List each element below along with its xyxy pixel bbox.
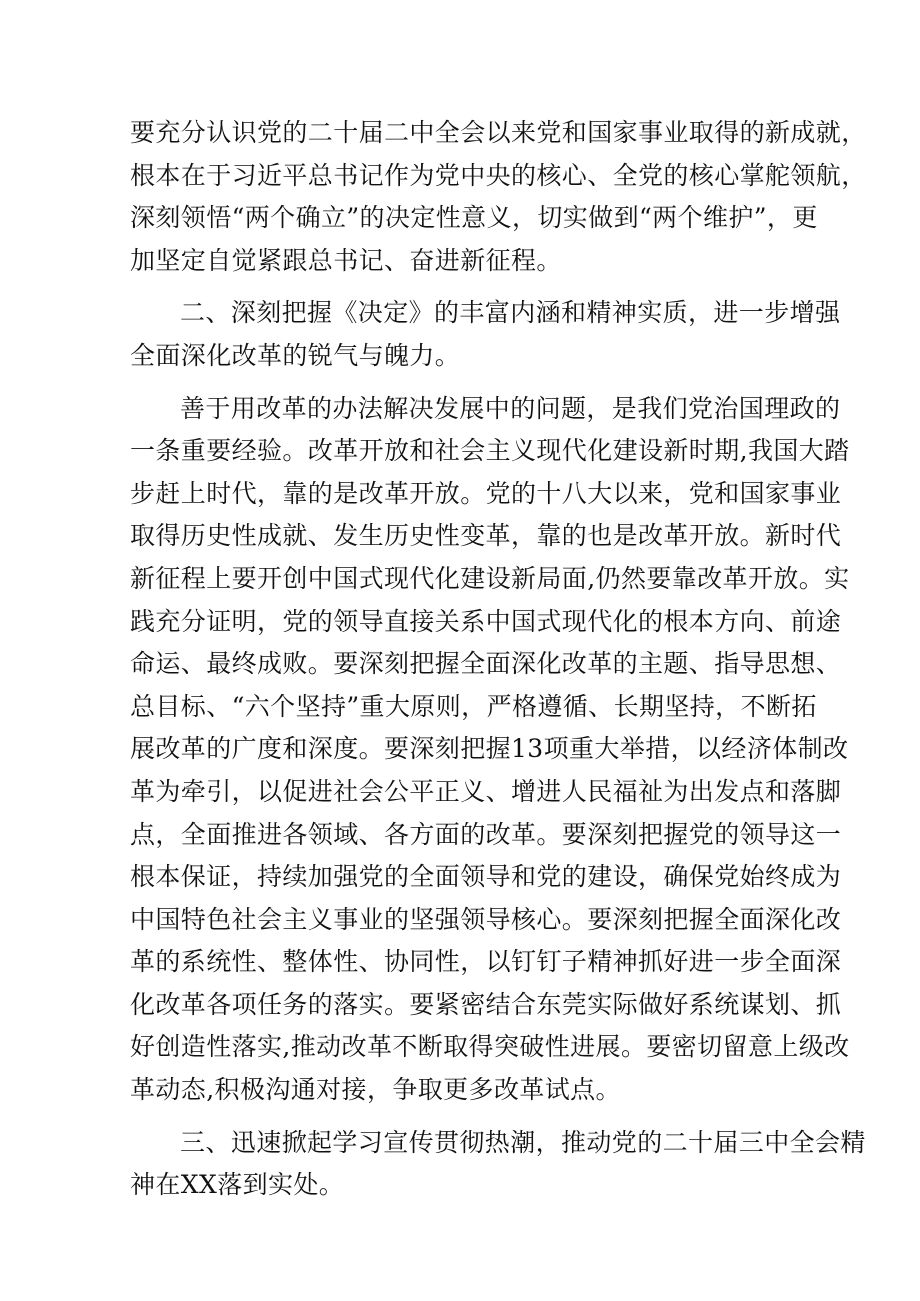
paragraph-spacer [130, 378, 800, 388]
text-line: 革的系统性、整体性、协同性，以钉钉子精神抓好进一步全面深 [130, 947, 842, 977]
text-line: 革动态,积极沟通对接，争取更多改革试点。 [130, 1075, 621, 1105]
section-heading-2 [130, 292, 841, 377]
text-line: 一条重要经验。改革开放和社会主义现代化建设新时期,我国大踏 [130, 436, 850, 466]
text-line: 取得历史性成就、发生历史性变革，靠的也是改革开放。新时代 [130, 521, 842, 551]
text-line: 化改革各项任务的落实。要紧密结合东莞实际做好系统谋划、抓 [130, 989, 842, 1019]
text-line: 三、迅速掀起学习宣传贯彻热潮，推动党的二十届三中全会精 [180, 1127, 866, 1157]
text-line: 展改革的广度和深度。要深刻把握13项重大举措，以经济体制改 [130, 734, 849, 764]
text-line: 善于用改革的办法解决发展中的问题，是我们党治国理政的 [180, 393, 841, 423]
text-line: 命运、最终成败。要深刻把握全面深化改革的主题、指导思想、 [130, 649, 842, 679]
text-line: 神在XX落到实处。 [130, 1170, 345, 1200]
text-line: 中国特色社会主义事业的坚强领导核心。要深刻把握全面深化改 [130, 904, 842, 934]
paragraph-1 [130, 112, 867, 282]
paragraph-spacer [130, 1112, 800, 1122]
text-line: 步赶上时代，靠的是改革开放。党的十八大以来，党和国家事业 [130, 478, 842, 508]
text-line: 革为牵引，以促进社会公平正义、增进人民福祉为出发点和落脚 [130, 776, 842, 806]
text-line: 根本在于习近平总书记作为党中央的核心、全党的核心掌舵领航， [130, 160, 867, 190]
text-line: 二、深刻把握《决定》的丰富内涵和精神实质，进一步增强 [180, 298, 841, 328]
paragraph-3 [130, 388, 850, 1112]
paragraph-spacer [130, 282, 800, 292]
text-line: 深刻领悟“两个确立”的决定性意义，切实做到“两个维护”，更 [130, 203, 818, 233]
text-line: 好创造性落实,推动改革不断取得突破性进展。要密切留意上级改 [130, 1032, 850, 1062]
text-line: 要充分认识党的二十届二中全会以来党和国家事业取得的新成就， [130, 118, 867, 147]
document-body [130, 112, 867, 1207]
text-line: 加坚定自觉紧跟总书记、奋进新征程。 [130, 245, 562, 275]
section-heading-3 [130, 1122, 866, 1207]
text-line: 根本保证，持续加强党的全面领导和党的建设，确保党始终成为 [130, 862, 842, 892]
text-line: 新征程上要开创中国式现代化建设新局面,仍然要靠改革开放。实 [130, 563, 850, 593]
text-line: 总目标、“六个坚持”重大原则，严格遵循、长期坚持，不断拓 [130, 691, 817, 721]
text-line: 践充分证明，党的领导直接关系中国式现代化的根本方向、前途 [130, 606, 842, 636]
text-line: 点，全面推进各领域、各方面的改革。要深刻把握党的领导这一 [130, 819, 842, 849]
text-line: 全面深化改革的锐气与魄力。 [130, 340, 461, 370]
